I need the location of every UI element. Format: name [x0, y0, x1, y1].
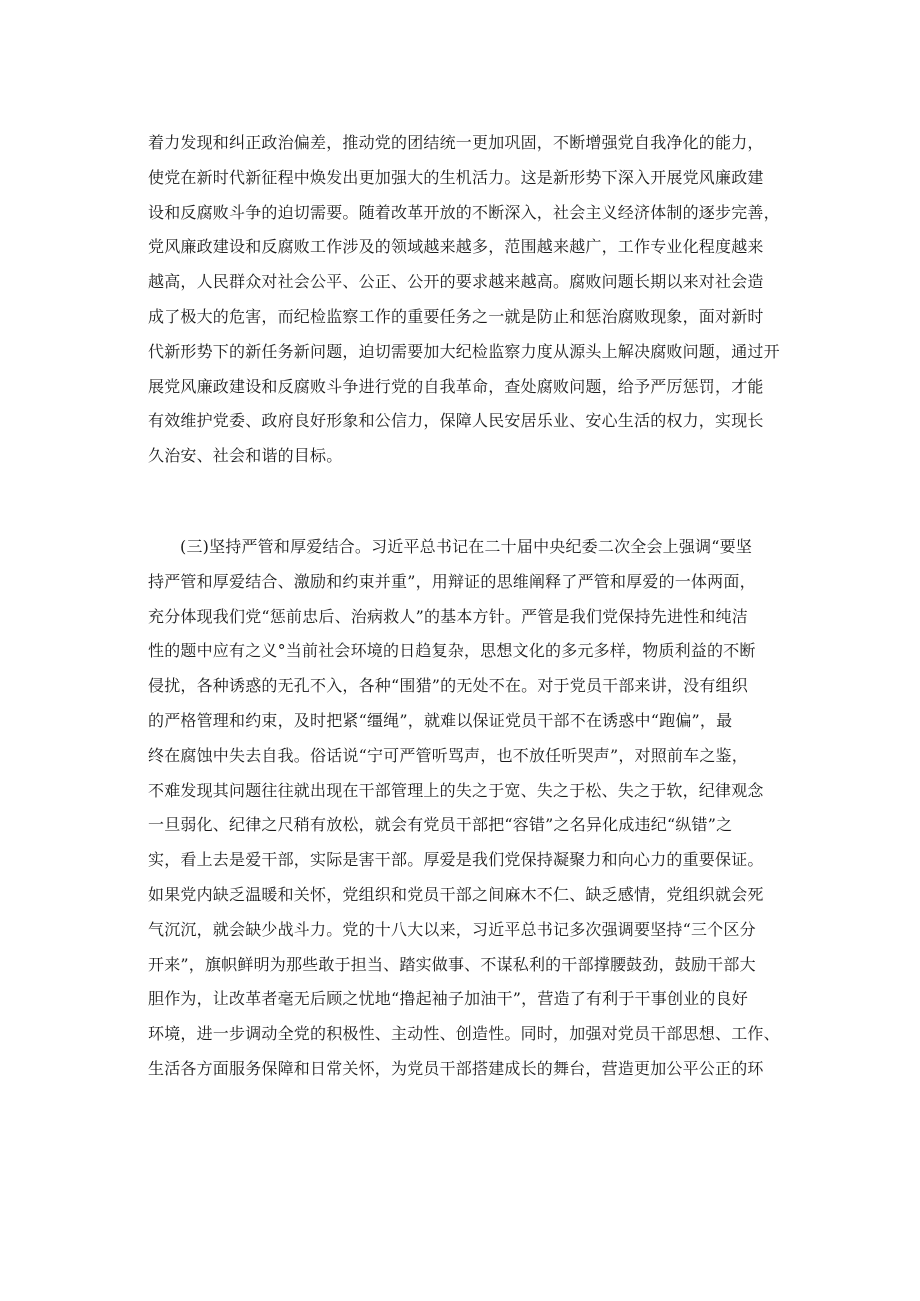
body-paragraph-2 [148, 530, 788, 1087]
text-line: 充分体现我们党“惩前忠后、治病救人”的基本方针。严管是我们党保持先进性和纯洁 [148, 606, 748, 626]
text-line: 设和反腐败斗争的迫切需要。随着改革开放的不断深入，社会主义经济体制的逐步完善， [148, 202, 780, 222]
text-line: 使党在新时代新征程中焕发出更加强大的生机活力。这是新形势下深入开展党风廉政建 [148, 167, 764, 187]
text-line: 代新形势下的新任务新问题，迫切需要加大纪检监察力度从源头上解决腐败问题，通过开 [148, 341, 780, 361]
text-line: 越高，人民群众对社会公平、公正、公开的要求越来越高。腐败问题长期以来对社会造 [148, 272, 764, 292]
text-line: 一旦弱化、纪律之尺稍有放松，就会有党员干部把“容错”之名异化成违纪“纵错”之 [148, 815, 733, 835]
text-line: 开来”，旗帜鲜明为那些敢于担当、踏实做事、不谋私利的干部撑腰鼓劲，鼓励干部大 [148, 954, 756, 974]
text-line: 有效维护党委、政府良好形象和公信力，保障人民安居乐业、安心生活的权力，实现长 [148, 411, 764, 431]
text-line: 如果党内缺乏温暖和关怀，党组织和党员干部之间麻木不仁、缺乏感情，党组织就会死 [148, 884, 764, 904]
text-line: 展党风廉政建设和反腐败斗争进行党的自我革命，查处腐败问题，给予严厉惩罚，才能 [148, 376, 764, 396]
text-line: 实，看上去是爱干部，实际是害干部。厚爱是我们党保持凝聚力和向心力的重要保证。 [148, 850, 764, 870]
text-line: 侵扰，各种诱惑的无孔不入，各种“围猎”的无处不在。对于党员干部来讲，没有组织 [148, 676, 748, 696]
text-line: 不难发现其问题往往就出现在干部管理上的失之于宽、失之于松、失之于软，纪律观念 [148, 780, 764, 800]
text-line: 性的题中应有之义°当前社会环境的日趋复杂，思想文化的多元多样，物质利益的不断 [148, 641, 756, 661]
text-line: 久治安、社会和谐的目标。 [148, 446, 343, 466]
text-line: 成了极大的危害，而纪检监察工作的重要任务之一就是防止和惩治腐败现象，面对新时 [148, 306, 764, 326]
text-line: 环境，进一步调动全党的积极性、主动性、创造性。同时，加强对党员干部思想、工作、 [148, 1024, 780, 1044]
text-line: 生活各方面服务保障和日常关怀，为党员干部搭建成长的舞台，营造更加公平公正的环 [148, 1058, 764, 1078]
text-line: 的严格管理和约束，及时把紧“缰绳”，就难以保证党员干部不在诱惑中“跑偏”，最 [148, 710, 733, 730]
text-line: 终在腐蚀中失去自我。俗话说“宁可严管听骂声，也不放任听哭声”，对照前车之鉴， [148, 745, 748, 765]
text-line: 党风廉政建设和反腐败工作涉及的领域越来越多，范围越来越广，工作专业化程度越来 [148, 237, 764, 257]
text-line: 着力发现和纠正政治偏差，推动党的团结统一更加巩固，不断增强党自我净化的能力， [148, 133, 764, 152]
text-line: 胆作为，让改革者毫无后顾之忧地“撸起袖子加油干”，营造了有利于干事创业的良好 [148, 989, 748, 1009]
section-heading-line: (三)坚持严管和厚爱结合。习近平总书记在二十届中央纪委二次全会上强调“要坚 [180, 537, 753, 556]
text-line: 气沉沉，就会缺少战斗力。党的十八大以来，习近平总书记多次强调要坚持“三个区分 [148, 919, 756, 939]
text-line: 持严管和厚爱结合、激励和约束并重”，用辩证的思维阐释了严管和厚爱的一体两面， [148, 571, 756, 591]
body-paragraph-1 [148, 126, 788, 474]
